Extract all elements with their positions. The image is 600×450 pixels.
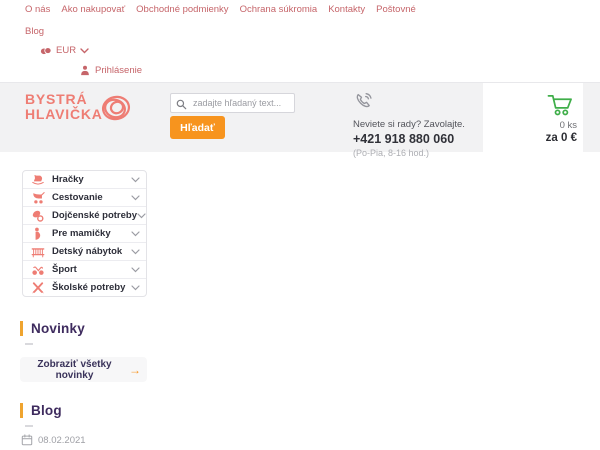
sidebar-item-pre-mamicky[interactable] [23, 225, 146, 243]
bike-icon [31, 263, 45, 277]
novinky-section-heading [20, 321, 85, 336]
sidebar-item-label: Školské potreby [52, 282, 126, 293]
nav-link-postovne[interactable]: Poštovné [376, 4, 416, 15]
nav-link-o-nas[interactable]: O nás [25, 4, 51, 15]
cart-total: za 0 € [545, 132, 577, 144]
category-menu [22, 170, 147, 297]
heading-underline [25, 425, 33, 427]
store-logo[interactable] [25, 92, 103, 122]
blog-post-date-row [21, 434, 86, 446]
top-navigation [25, 4, 416, 15]
currency-label: EUR [56, 45, 77, 56]
login-label: Prihlásenie [95, 65, 142, 76]
sidebar-item-detsky-nabytok[interactable] [23, 243, 146, 261]
blog-title: Blog [31, 403, 62, 418]
sidebar-item-sport[interactable] [23, 261, 146, 279]
blog-section-heading [20, 403, 62, 418]
search-input[interactable] [170, 93, 295, 113]
pregnant-woman-icon [31, 227, 45, 241]
currency-selector[interactable] [40, 45, 89, 56]
nav-link-blog[interactable]: Blog [25, 26, 45, 37]
rocking-horse-icon [31, 173, 45, 187]
main-header [0, 82, 600, 158]
nav-link-ochrana-sukromia[interactable]: Ochrana súkromia [239, 4, 318, 15]
nav-link-kontakty[interactable]: Kontakty [328, 4, 366, 15]
nav-link-obchodne-podmienky[interactable]: Obchodné podmienky [136, 4, 229, 15]
crib-icon [31, 245, 45, 259]
sidebar-item-label: Detský nábytok [52, 246, 123, 257]
sidebar-item-hracky[interactable] [23, 171, 146, 189]
logo-line-1: BYSTRÁ [25, 91, 88, 107]
sidebar-item-label: Hračky [52, 174, 84, 185]
show-all-news-button[interactable] [20, 357, 147, 382]
phone-help-text: Neviete si rady? Zavolajte. [353, 119, 465, 130]
phone-hours: (Po-Pia, 8-16 hod.) [353, 148, 430, 158]
scribble-ball-icon [99, 91, 133, 130]
chevron-down-icon[interactable] [131, 195, 140, 201]
sidebar-item-dojcenske-potreby[interactable] [23, 207, 146, 225]
login-link[interactable] [80, 65, 142, 76]
chevron-down-icon[interactable] [131, 249, 140, 255]
show-all-news-label: Zobraziť všetky novinky [37, 358, 112, 381]
user-icon [80, 65, 90, 76]
phone-number[interactable]: +421 918 880 060 [353, 132, 455, 146]
arrow-right-icon: → [129, 362, 141, 377]
blog-post-date: 08.02.2021 [38, 434, 86, 446]
sidebar-item-label: Pre mamičky [52, 228, 111, 239]
heading-underline [25, 343, 33, 345]
phone-contact-block [353, 91, 465, 158]
sidebar-item-label: Dojčenské potreby [52, 210, 137, 221]
nav-link-ako-nakupovat[interactable]: Ako nakupovať [61, 4, 126, 15]
chevron-down-icon[interactable] [131, 231, 140, 237]
phone-icon [353, 91, 374, 112]
pacifier-icon [31, 209, 45, 223]
cart-quantity: 0 ks [559, 120, 577, 131]
novinky-title: Novinky [31, 321, 85, 336]
coins-icon [40, 46, 52, 56]
chevron-down-icon [80, 48, 89, 54]
sidebar-item-label: Šport [52, 264, 77, 275]
school-supplies-icon [31, 281, 45, 295]
logo-line-2: HLAVIČKA [25, 106, 103, 122]
chevron-down-icon[interactable] [131, 285, 140, 291]
heading-accent-bar [20, 403, 23, 418]
sidebar-item-cestovanie[interactable] [23, 189, 146, 207]
cart-icon [547, 94, 573, 117]
chevron-down-icon[interactable] [137, 213, 146, 219]
calendar-icon [21, 434, 33, 446]
search-button[interactable]: Hľadať [170, 116, 225, 139]
chevron-down-icon[interactable] [131, 267, 140, 273]
heading-accent-bar [20, 321, 23, 336]
sidebar-item-skolske-potreby[interactable] [23, 279, 146, 296]
stroller-icon [31, 191, 45, 205]
cart-widget[interactable] [483, 83, 583, 153]
sidebar-item-label: Cestovanie [52, 192, 103, 203]
chevron-down-icon[interactable] [131, 177, 140, 183]
